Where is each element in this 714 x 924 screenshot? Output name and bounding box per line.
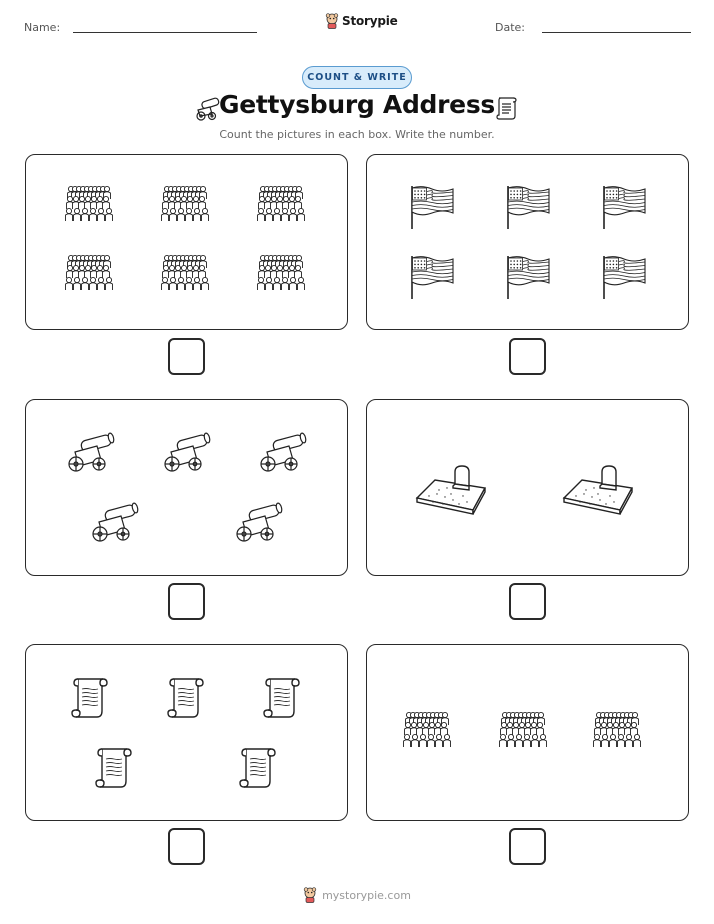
cannon-icon <box>89 500 139 544</box>
american-flag-icon <box>409 184 455 230</box>
cannon-icon <box>257 430 307 474</box>
scroll-icon <box>70 675 110 719</box>
mascot-icon <box>325 13 339 29</box>
count-card-1 <box>25 154 348 330</box>
answer-box-4[interactable] <box>509 583 546 620</box>
scroll-icon <box>238 745 278 789</box>
page-title: Gettysburg Address <box>219 90 495 119</box>
soldiers-icon <box>499 710 549 756</box>
footer <box>0 887 714 903</box>
cannon-icon <box>65 430 115 474</box>
scroll-icon <box>494 95 518 121</box>
brand-name: Storypie <box>342 14 398 28</box>
mascot-icon <box>303 887 317 903</box>
american-flag-icon <box>601 254 647 300</box>
instructions: Count the pictures in each box. Write the number. <box>219 128 495 141</box>
name-label: Name: <box>24 21 61 34</box>
american-flag-icon <box>505 184 551 230</box>
date-line[interactable] <box>542 32 691 33</box>
scroll-icon <box>166 675 206 719</box>
american-flag-icon <box>505 254 551 300</box>
soldiers-icon <box>65 253 115 299</box>
date-label: Date: <box>495 21 525 34</box>
american-flag-icon <box>409 254 455 300</box>
gravestone-icon <box>562 464 634 516</box>
soldiers-icon <box>161 184 211 230</box>
soldiers-icon <box>593 710 643 756</box>
cannon-icon <box>233 500 283 544</box>
answer-box-6[interactable] <box>509 828 546 865</box>
name-line[interactable] <box>73 32 257 33</box>
soldiers-icon <box>161 253 211 299</box>
soldiers-icon <box>403 710 453 756</box>
scroll-icon <box>94 745 134 789</box>
answer-box-1[interactable] <box>168 338 205 375</box>
cannon-icon <box>161 430 211 474</box>
soldiers-icon <box>257 253 307 299</box>
gravestone-icon <box>415 464 487 516</box>
american-flag-icon <box>601 184 647 230</box>
answer-box-3[interactable] <box>168 583 205 620</box>
scroll-icon <box>262 675 302 719</box>
soldiers-icon <box>65 184 115 230</box>
count-card-2 <box>366 154 689 330</box>
count-card-5 <box>25 644 348 821</box>
soldiers-icon <box>257 184 307 230</box>
answer-box-2[interactable] <box>509 338 546 375</box>
footer-url: mystorypie.com <box>322 888 411 902</box>
activity-badge: COUNT & WRITE <box>302 66 412 89</box>
brand-logo <box>325 13 398 29</box>
answer-box-5[interactable] <box>168 828 205 865</box>
count-card-3 <box>25 399 348 576</box>
